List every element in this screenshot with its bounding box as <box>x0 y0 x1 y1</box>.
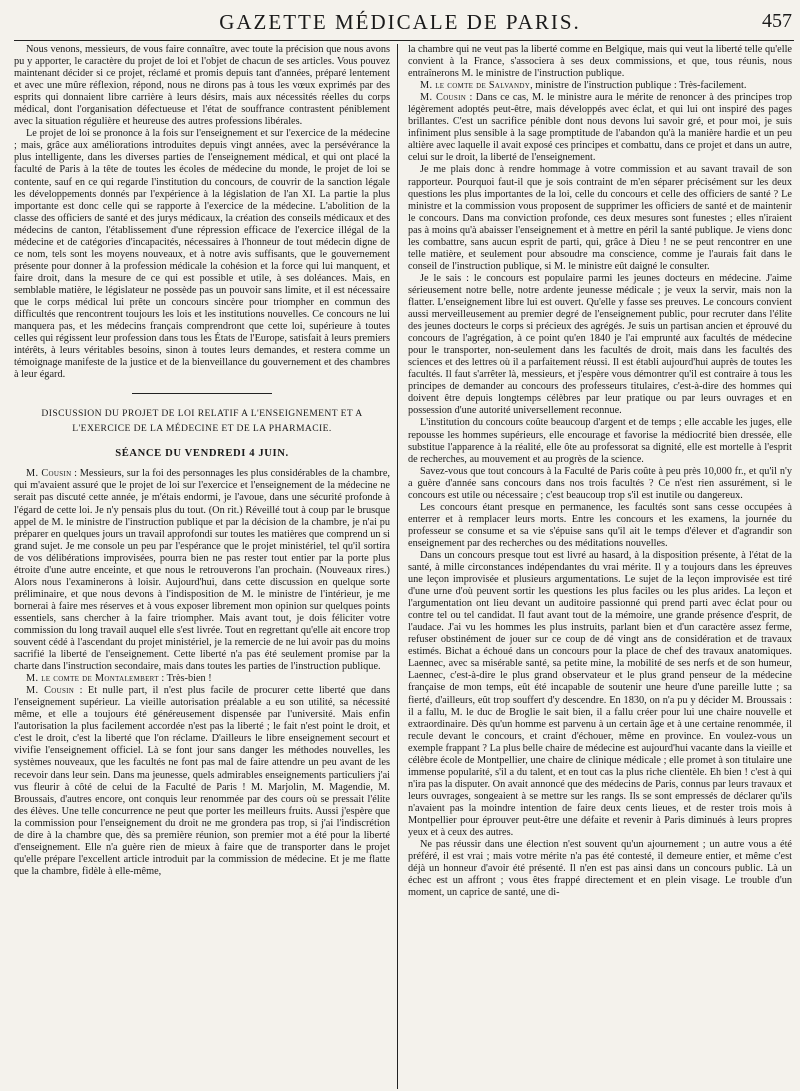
section-rule <box>132 393 272 394</box>
paragraph <box>408 502 792 550</box>
paragraph-text: Dans un concours presque tout est livré au hasard, à la disposition présente, à l'état de la santé, à mille circonstances indépendantes du vrai mérite. Il y a toujours dans les épreuves une leçon improvisée et plusieurs argumentations. Le sujet de la leçon improvisée est tiré d'une urne d'où peuvent sortir les questions les plus faciles ou les plus arides. La leçon et l'argumentation ont lieu devant un auditoire passionné qui prend parti avec éclat pour ou contre tel ou tel candidat. Il faut avant tout de la mémoire, une grande présence d'esprit, de l'audace. J'ai vu les hommes les plus instruits, parlant bien et d'un caractère assez ferme, refuser obstinément de jouer sur ce coup de dé vingt ans de considération et de travaux estimés. Bichat a échoué dans un concours pour la place de chef des travaux anatomiques. Laennec, avec sa misérable santé, sa petite mine, la mobilité de ses nerfs et de son humeur, Laennec, c'est-à-dire le plus grand observateur et le plus grand penseur de la médecine française de mon temps, eût été incapable de soutenir une heure d'une pareille lutte ; sa fierté, d'ailleurs, eût trop souffert d'y descendre. En 1830, on n'a pu y décider M. Broussais : il a fallu, M. le duc de Broglie le sait bien, il a fallu créer pour lui une chaire nouvelle et extraordinaire. Dès qu'un homme est parvenu à un certain âge et à une certaine renommée, il recule devant le concours, et craint d'échouer, même en province. En voulez-vous un exemple frappant ? La plus belle chaire de médecine est aujourd'hui vacante dans la vieille et célèbre école de Montpellier, une chaire de clinique médicale ; elle promet à son titulaire une immense popularité, s'il a du talent, et en tout cas la plus riche clientèle. Eh bien ! c'est à qui n'ira pas la disputer. On avait annoncé que des médecins de Paris, connus par leurs travaux et leurs ouvrages, songeaient à se mettre sur les rangs. Ils se sont empressés de déclarer qu'ils n'avaient pas la moindre intention de faire deux cents lieues, et de rester trois mois à Montpellier pour éprouver peut-être une défaite et revenir à Paris diminués à leurs propres yeux et à ceux des autres. <box>408 549 792 839</box>
paragraph-text: Le projet de loi se prononce à la fois sur l'enseignement et sur l'exercice de la médecine ; mais, grâce aux améliorations introduites depuis vingt années, avec la persévérance la plus intelligente, dans les diverses parties de l'enseignement médical, et qui ont placé la faculté de Paris à la tête de toutes les écoles de médecine du monde, le projet de loi se contente, sauf en ce qui regarde l'institution du concours, de couvrir de la sanction légale les développements donnés par l'expérience à la législation de l'an XI. La partie la plus importante est donc celle qui se rapporte à l'exercice de la médecine. L'abolition de la classe des officiers de santé et des jurys médicaux, la création des conseils médicaux et des médecins de canton, l'établissement d'une répression efficace de l'exercice illégal de la médecine et de catégories d'incapacités, nécessaires à l'honneur de tout médecin digne de ce nom, tels sont les moyens nouveaux, et à notre avis suffisants, que le gouvernement présente pour donner à la profession médicale la cohésion et la force qui lui manquent, et faire droit, dans la mesure de ce qui est possible et utile, à ses doléances. Mais, en semblable matière, le législateur ne possède pas un pouvoir sans limite, et il est nécessaire que le corps médical lui prête un concours sincère pour triompher en commun des difficultés que rencontrent toujours les lois et les institutions nouvelles. Ce concours ne lui manquera pas, et les médecins français comprendront que cette loi, supérieure à toutes celles qui régissent leur profession dans tous les États de l'Europe, satisfait à leurs premiers intérêts, à leurs véritables besoins, sinon à toutes leurs demandes, et restera comme un témoignage manifeste de la justice et de la bienveillance du gouvernement et des chambres à leur égard. <box>14 128 390 381</box>
masthead: GAZETTE MÉDICALE DE PARIS. <box>219 10 581 34</box>
paragraph-text: Ne pas réussir dans une élection n'est souvent qu'un ajournement ; un autre vous a été préféré, il est vrai ; mais votre mérite n'a pas été contesté, il demeure entier, et même c'est déjà un honneur d'avoir été présenté. Il n'en est pas ainsi dans un concours public. Là un échec est un affront ; vous êtes frappé directement et en plein visage. Le trouble d'un moment, un caprice de santé, une di- <box>408 839 792 899</box>
paragraph-text: , ministre de l'instruction publique : Très-facilement. <box>530 80 747 92</box>
speaker-name: M. le comte de Montalembert <box>26 673 159 685</box>
speech-paragraph <box>408 80 792 92</box>
page-header <box>0 0 800 44</box>
paragraph-text: Je me plais donc à rendre hommage à votre commission et au savant travail de son rapporteur. Pourquoi faut-il que je sois contraint de m'en séparer précisément sur les deux questions les plus importantes de la loi, celle du concours et celle des officiers de santé ? Le ministre et la commission vous proposent de supprimer les officiers de santé et de maintenir le concours. Dans ma conviction profonde, ces deux mesures sont funestes ; elles n'iraient pas à moins qu'à abaisser l'enseignement et à mettre en péril la santé publique. Je viens donc les combattre, sans aucun esprit de parti, qui, grâce à Dieu ! ne se peut rencontrer en une telle matière, et seulement pour absoudre ma conscience, comme je l'aurais fait dans le conseil de l'instruction publique, si M. le ministre eût daigné le consulter. <box>408 164 792 272</box>
paragraph <box>408 839 792 899</box>
paragraph <box>408 44 792 80</box>
paragraph <box>408 550 792 839</box>
paragraph-text: Savez-vous que tout concours à la Faculté de Paris coûte à peu près 10,000 fr., et qu'il n'y a guère d'année sans concours dans nos trois facultés ? Ce n'est rien assurément, si le concours est utile ou nécessaire ; c'est beaucoup trop s'il est inutile ou dangereux. <box>408 465 792 501</box>
left-column <box>14 44 390 1088</box>
paragraph-text: Je le sais : le concours est populaire parmi les jeunes docteurs en médecine. J'aime sérieusement notre belle, notre ardente jeunesse médicale ; je veux la servir, mais non la flatter. L'enseignement libre lui est ouvert. Qu'elle y fasse ses preuves. Le concours convient aussi merveilleusement au premier degré de l'enseignement public, pour recruter dans l'élite des jeunes docteurs le corps si précieux des agrégés. Je suis un partisan ancien et éprouvé du concours de l'agrégation, à ce point qu'en 1840 je l'ai emprunté aux facultés de médecine pour le transporter, non-seulement dans les facultés de droit, mais dans les facultés des sciences et des lettres où il a parfaitement réussi. Il est établi aujourd'hui auprès de toutes les facultés. Il faut s'arrêter là, messieurs, et j'espère vous démontrer qu'il est contraire à tous les principes de demander au concours des professeurs titulaires, c'est-à-dire des hommes qui doivent être depuis longtemps célèbres par leur pratique ou par leurs ouvrages et en possession d'une autorité universellement reconnue. <box>408 272 792 417</box>
column-rule <box>397 44 398 1089</box>
paragraph-text: Nous venons, messieurs, de vous faire connaître, avec toute la précision que nous avons pu y apporter, le caractère du projet de loi et l'objet de chacun de ses articles. Vous pouvez maintenant décider si ce projet, réclamé et promis depuis tant d'années, préparé lentement et avec une mûre réflexion, répond, nous ne dirons pas à tous les vœux exprimés par des esprits qui donnaient libre carrière à leurs désirs, mais aux nécessités réelles du corps médical, dont l'organisation défectueuse et l'état de souffrance contrastent péniblement avec la situation régulière et heureuse des autres professions libérales. <box>14 44 390 128</box>
paragraph <box>408 417 792 465</box>
speaker-name: M. Cousin <box>26 685 75 697</box>
session-title: SÉANCE DU VENDREDI 4 JUIN. <box>115 448 289 460</box>
section-title: DISCUSSION DU PROJET DE LOI RELATIF A L'ENSEIGNEMENT ET A L'EXERCICE DE LA MÉDECINE ET DE LA PHARMACIE. <box>41 408 363 435</box>
speech-paragraph <box>14 468 390 673</box>
paragraph-text: la chambre qui ne veut pas la liberté comme en Belgique, mais qui veut la liberté telle qu'elle convient à la France, s'associera à ses deux commissions, et que, tous réunis, nous entraînerons M. le ministre de l'instruction publique. <box>408 44 792 80</box>
right-column <box>408 44 792 1088</box>
header-rule <box>14 40 794 41</box>
paragraph-text: : Dans ce cas, M. le ministre aura le mérite de renoncer à des principes trop légèrement adoptés peut-être, mais développés avec éclat, et qui lui ont inspiré des pages brillantes. C'est un sacrifice pénible dont nous devons lui savoir gré, et pour moi, je suis infiniment plus sensible à la sage promptitude de l'abandon qu'à la manière hardie et un peu altière avec laquelle il avait exposé ces principes et combattu, dans ce projet et dans un autre, celui sur le droit, la liberté de l'enseignement. <box>408 92 792 164</box>
page-number: 457 <box>762 10 792 32</box>
paragraph-text: : Et nulle part, il n'est plus facile de procurer cette liberté que dans l'enseignement supérieur. La vieille autorisation préalable a eu son utilité, sa nécessité même, et elle a toujours été généreusement dispensée par l'université. Mais enfin l'autorisation la plus facilement accordée n'est pas la liberté ; le fait n'est point le droit, et c'est le droit, c'est la liberté que l'on réclame. D'ailleurs le libre enseignement secourt et vivifie l'enseignement officiel. Là se font jour sans danger les méthodes nouvelles, les systèmes nouveaux, que les facultés ne font pas mal de faire attendre un peu avant de les recevoir dans leur sein. Dans ma jeunesse, quels admirables enseignements particuliers j'ai vus fleurir à côté de celui de la Faculté de Paris ! M. Marjolin, M. Magendie, M. Broussais, d'autres encore, ont conquis leur renommée par des cours où se pressait l'élite des élèves. Une telle concurrence ne peut que porter les meilleurs fruits. Aussi j'espère que la commission pour l'enseignement du droit ne me grondera pas trop, si j'ai l'indiscrétion de dire à la chambre que, dès sa première réunion, son premier mot a été pour la liberté d'enseignement. Elle n'a guère rien de mieux à faire que de transporter dans le projet qu'elle prépare l'excellent article introduit par la commission de médecine. Et je me flatte que la chambre, fidèle à elle-même, <box>14 685 390 877</box>
speech-paragraph <box>408 92 792 164</box>
speech-paragraph <box>14 685 390 878</box>
speaker-name: M. Cousin <box>420 92 467 104</box>
paragraph <box>408 273 792 418</box>
paragraph <box>14 128 390 381</box>
speech-paragraph <box>14 673 390 685</box>
paragraph <box>14 44 390 128</box>
speaker-name: M. Cousin <box>26 468 72 480</box>
paragraph <box>408 164 792 272</box>
paragraph-text: L'institution du concours coûte beaucoup d'argent et de temps ; elle accable les juges, elle repousse les hommes supérieurs, elle encourage et favorise la médiocrité bien dressée, elle substitue l'apparence à la réalité, elle ôte au professorat sa dignité, elle est mortelle à l'esprit de recherches, au mouvement et au progrès de la science. <box>408 417 792 465</box>
speaker-name: M. le comte de Salvandy <box>420 80 531 92</box>
paragraph <box>408 466 792 502</box>
paragraph-text: : Très-bien ! <box>158 673 212 685</box>
paragraph-text: : Messieurs, sur la foi des personnages les plus considérables de la chambre, qui m'avaient assuré que le projet de loi sur l'exercice et l'enseignement de la médecine ne serait pas discuté cette année, je m'étais endormi, je l'avoue, dans une sécurité profonde à l'égard de cette loi. Je n'y pensais plus du tout. (On rit.) Réveillé tout à coup par le brusque appel de M. le ministre de l'instruction publique et par la décision de la chambre, je n'ai pu préparer en quelques jours un travail approfondi sur toutes les matières que comprend un si grand sujet. Je me console un peu par l'espérance que le projet ministériel, tel qu'il sortira de vos délibérations improvisées, pourra bien ne pas rester tout entier par la porte plus étroite d'une autre enceinte, et que nous le retrouverons l'an prochain. (Nouveaux rires.) Alors nous l'examinerons à loisir. Aujourd'hui, dans cette discussion en quelque sorte préliminaire, et que nous devons à l'indisposition de M. le ministre de l'intérieur, je me bornerai à faire mes réserves et à vous exposer librement mon opinion sur quelques points essentiels, sans chercher à la faire triompher. Mais avant tout, je dois féliciter votre commission du long travail auquel elle s'est livrée. Tout en regrettant qu'elle ait encore trop souvent cédé à l'ascendant du projet ministériel, je la remercie de ne lui avoir pas du moins sacrifié la liberté de l'enseignement. Cette liberté n'a pas été seulement promise par la charte dans l'instruction secondaire, mais dans toutes les parties de l'instruction publique. <box>14 468 390 673</box>
paragraph-text: Les concours étant presque en permanence, les facultés sont sans cesse occupées à enterrer et à remplacer leurs morts. Entre les concours et les examens, la journée du professeur se consume et sa vie s'épuise sans qu'il ait le temps d'élever et d'agrandir son enseignement par des recherches ou des méditations nouvelles. <box>408 501 792 549</box>
